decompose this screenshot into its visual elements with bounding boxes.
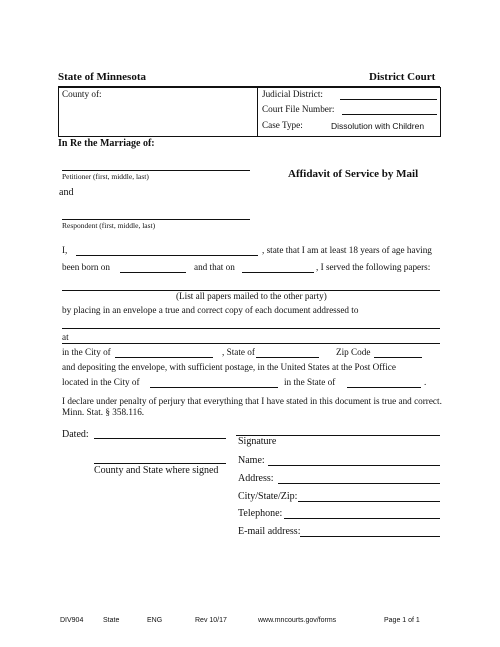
served-text: , I served the following papers: [316, 262, 431, 272]
declaration-text: I declare under penalty of perjury that everything that I have stated in this document is true and correct. Minn. Stat. § 358.116. [62, 396, 442, 417]
depositing-text: and depositing the envelope, with sufficient postage, in the United States at the Post Office [62, 362, 396, 372]
judicial-district-label: Judicial District: [262, 89, 323, 99]
telephone-field[interactable] [284, 518, 440, 519]
post-office-state-field[interactable] [347, 387, 421, 388]
respondent-label: Respondent (first, middle, last) [62, 221, 156, 230]
court-file-label: Court File Number: [262, 104, 335, 114]
document-title: Affidavit of Service by Mail [288, 168, 419, 180]
court-heading: District Court [369, 71, 436, 83]
dated-label: Dated: [62, 429, 89, 440]
zip-label: Zip Code [336, 347, 371, 357]
court-file-field[interactable] [342, 114, 437, 115]
name-label: Name: [238, 455, 265, 466]
footer-state: State [103, 617, 120, 624]
footer-lang: ENG [147, 617, 163, 624]
in-re-heading: In Re the Marriage of: [58, 138, 155, 149]
footer-form-id: DIV904 [60, 617, 84, 624]
placing-text: by placing in an envelope a true and correct copy of each document addressed to [62, 305, 359, 315]
service-date-field[interactable] [242, 272, 314, 273]
state-age-text: , state that I am at least 18 years of age having [262, 245, 432, 255]
list-papers-label: (List all papers mailed to the other party) [176, 291, 327, 301]
city-state-zip-field[interactable] [298, 501, 440, 502]
located-label: located in the City of [62, 377, 140, 387]
i-label: I, [62, 245, 68, 255]
born-on-label: been born on [62, 262, 110, 272]
dated-field[interactable] [94, 438, 226, 439]
footer-revision: Rev 10/17 [195, 617, 227, 624]
addressee-field[interactable] [62, 328, 440, 329]
county-state-label: County and State where signed [94, 465, 219, 476]
post-office-city-field[interactable] [150, 387, 278, 388]
judicial-district-field[interactable] [340, 99, 437, 100]
petitioner-field[interactable] [62, 170, 250, 171]
case-type-label: Case Type: [262, 120, 303, 130]
case-type-value: Dissolution with Children [331, 121, 425, 131]
at-label: at [62, 332, 69, 342]
city-field[interactable] [115, 357, 213, 358]
email-label: E-mail address: [238, 526, 301, 537]
address-label: Address: [238, 473, 274, 484]
name-field[interactable] [268, 465, 440, 466]
signature-label: Signature [238, 436, 277, 447]
footer-page: Page 1 of 1 [384, 617, 420, 624]
county-label: County of: [62, 89, 102, 99]
state-of-label: , State of [222, 347, 255, 357]
birth-date-field[interactable] [120, 272, 186, 273]
petitioner-label: Petitioner (first, middle, last) [62, 172, 149, 181]
zip-field[interactable] [374, 357, 422, 358]
signer-address-field[interactable] [278, 483, 440, 484]
county-state-field[interactable] [94, 463, 226, 464]
in-state-of-label: in the State of [284, 377, 336, 387]
telephone-label: Telephone: [238, 508, 283, 519]
footer-url: www.mncourts.gov/forms [258, 617, 337, 624]
state-heading: State of Minnesota [58, 71, 146, 83]
affiant-name-field[interactable] [76, 255, 258, 256]
city-of-label: in the City of [62, 347, 111, 357]
and-text: and [59, 187, 74, 198]
email-field[interactable] [300, 536, 440, 537]
state-field[interactable] [256, 357, 319, 358]
city-state-zip-label: City/State/Zip: [238, 491, 298, 502]
period-text: . [424, 377, 427, 387]
respondent-field[interactable] [62, 219, 250, 220]
and-that-on-label: and that on [194, 262, 235, 272]
address-field[interactable] [62, 343, 440, 344]
